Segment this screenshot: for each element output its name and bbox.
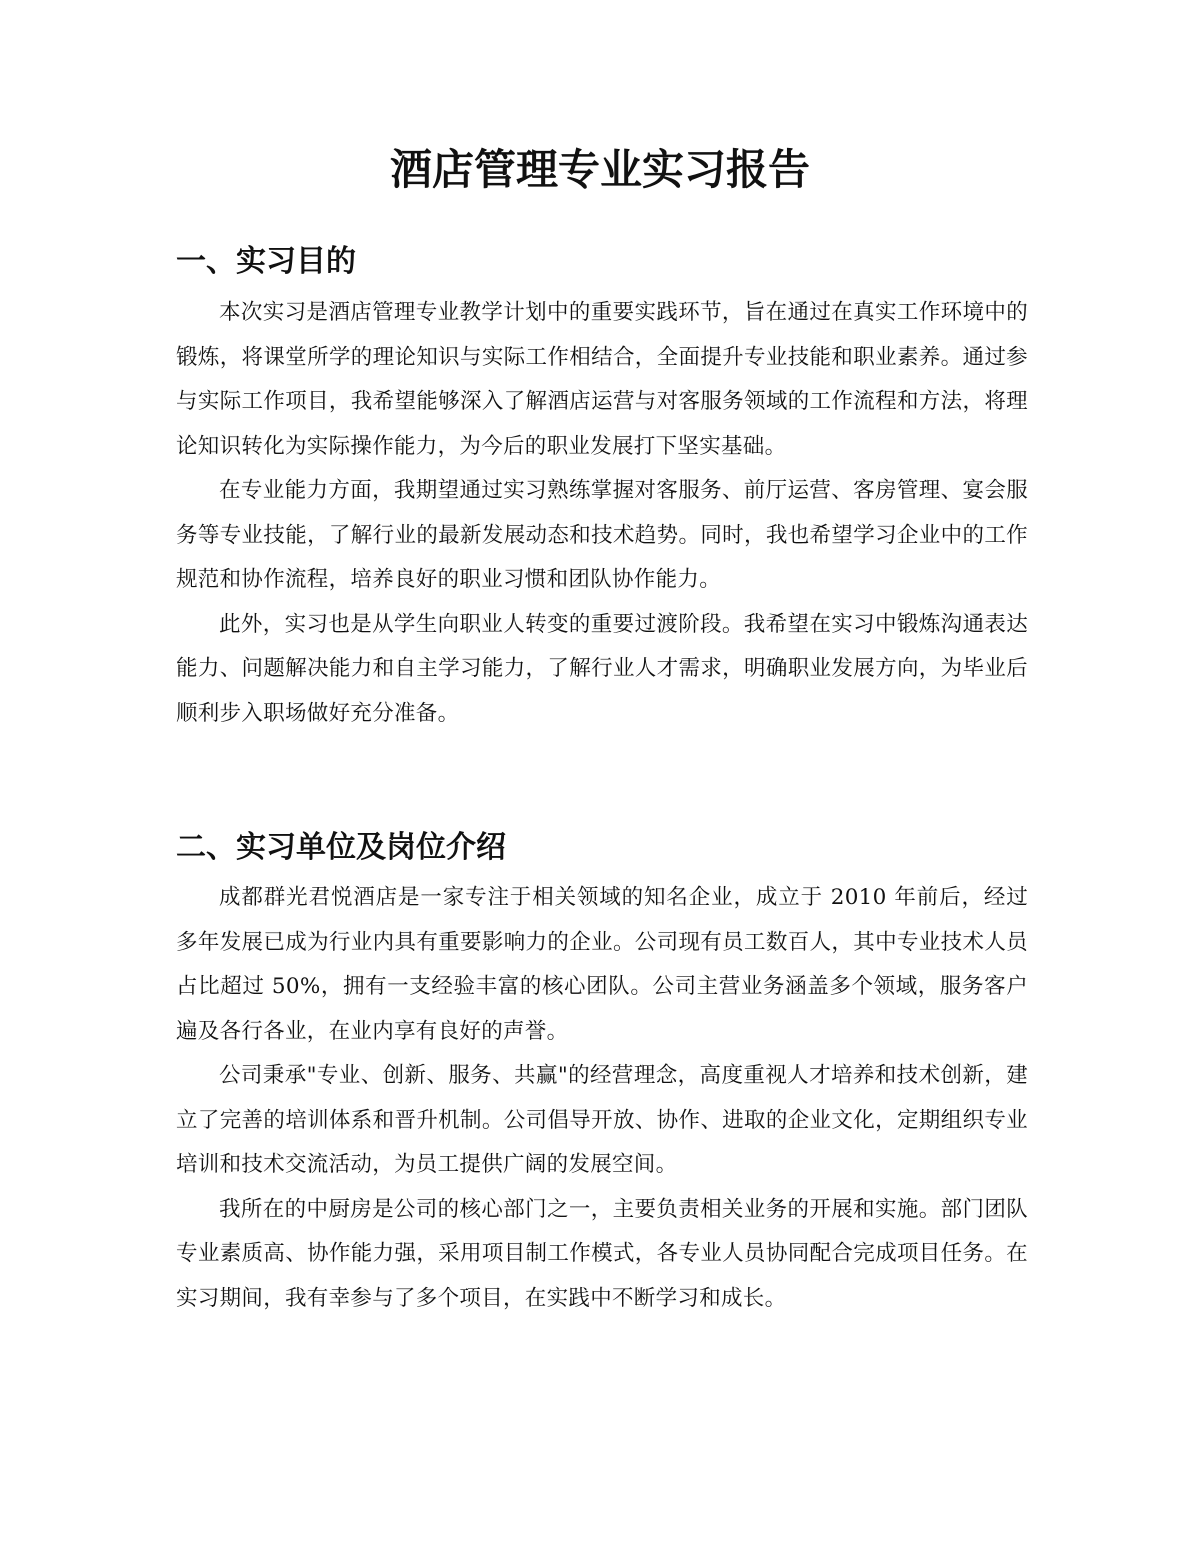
paragraph: 本次实习是酒店管理专业教学计划中的重要实践环节，旨在通过在真实工作环境中的锻炼，将课堂所学的理论知识与实际工作相结合，全面提升专业技能和职业素养。通过参与实际工作项目，我希望能够深入了解酒店运营与对客服务领域的工作流程和方法，将理论知识转化为实际操作能力，为今后的职业发展打下坚实基础。 — [176, 300, 1028, 459]
section-heading-purpose: 一、实习目的 — [176, 244, 356, 279]
paragraph: 此外，实习也是从学生向职业人转变的重要过渡阶段。我希望在实习中锻炼沟通表达能力、问题解决能力和自主学习能力，了解行业人才需求，明确职业发展方向，为毕业后顺利步入职场做好充分准备。 — [176, 611, 1028, 726]
paragraph: 在专业能力方面，我期望通过实习熟练掌握对客服务、前厅运营、客房管理、宴会服务等专业技能，了解行业的最新发展动态和技术趋势。同时，我也希望学习企业中的工作规范和协作流程，培养良好的职业习惯和团队协作能力。 — [176, 478, 1028, 592]
document-title: 酒店管理专业实习报告 — [389, 145, 810, 194]
paragraph: 成都群光君悦酒店是一家专注于相关领域的知名企业，成立于 2010 年前后，经过多年发展已成为行业内具有重要影响力的企业。公司现有员工数百人，其中专业技术人员占比超过 50%，拥有一支经验丰富的核心团队。公司主营业务涵盖多个领域，服务客户遍及各行各业，在业内享有良好的声誉。 — [176, 885, 1028, 1044]
section-body-company — [176, 876, 1028, 1321]
paragraph: 公司秉承"专业、创新、服务、共赢"的经营理念，高度重视人才培养和技术创新，建立了完善的培训体系和晋升机制。公司倡导开放、协作、进取的企业文化，定期组织专业培训和技术交流活动，为员工提供广阔的发展空间。 — [176, 1063, 1028, 1177]
paragraph: 我所在的中厨房是公司的核心部门之一，主要负责相关业务的开展和实施。部门团队专业素质高、协作能力强，采用项目制工作模式，各专业人员协同配合完成项目任务。在实习期间，我有幸参与了多个项目，在实践中不断学习和成长。 — [176, 1196, 1028, 1311]
section-heading-company: 二、实习单位及岗位介绍 — [176, 830, 506, 865]
section-body-purpose — [176, 291, 1028, 736]
